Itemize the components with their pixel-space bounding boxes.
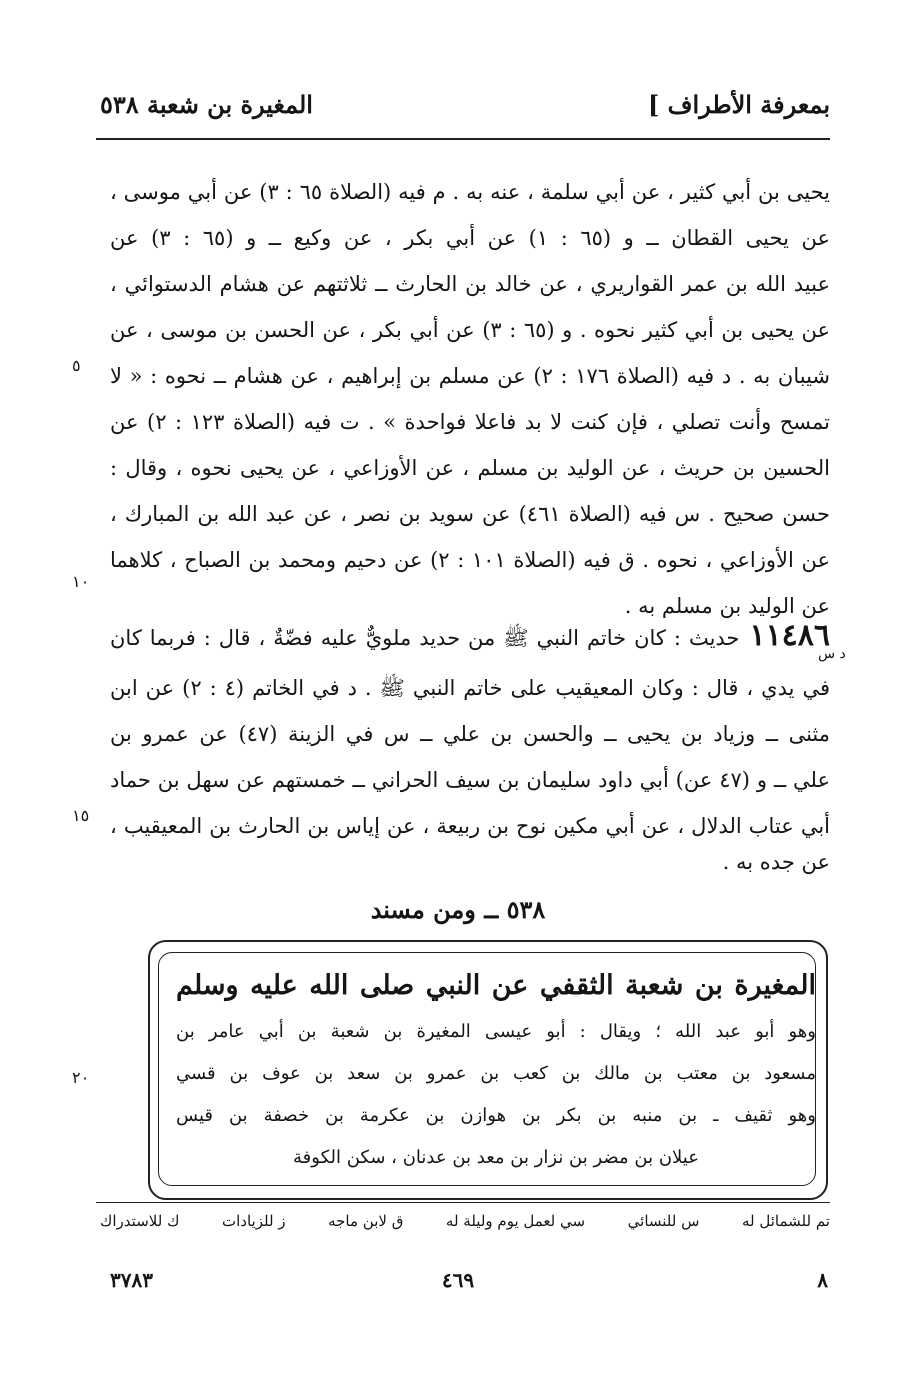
body-line: عن الوليد بن مسلم به . — [624, 594, 830, 618]
body-line: شيبان به . د فيه (الصلاة ١٧٦ : ٢) عن مسلم بن إبراهيم ، عن هشام ــ نحوه : « لا — [110, 364, 830, 388]
hadith-number: ١١٤٨٦ — [749, 618, 830, 653]
hadith-line: حديث : كان خاتم النبي ﷺ من حديد ملويٌّ عليه فضّةٌ ، قال : فربما كان — [110, 626, 740, 650]
margin-line-number: ٢٠ — [72, 1068, 90, 1087]
margin-source-tag: د س — [818, 646, 846, 662]
body-line: عن الأوزاعي ، نحوه . ق فيه (الصلاة ١٠١ : ٢) عن دحيم ومحمد بن الصباح ، كلاهما — [110, 548, 830, 572]
body-line: عن يحيى بن أبي كثير نحوه . و (٦٥ : ٣) عن أبي بكر ، عن الحسن بن موسى ، عن — [110, 318, 830, 342]
margin-line-number: ١٥ — [72, 806, 90, 825]
body-line: عن يحيى القطان ــ و (٦٥ : ١) عن أبي بكر ، عن وكيع ــ و (٦٥ : ٣) عن — [110, 226, 830, 250]
body-line: الحسين بن حريث ، عن الوليد بن مسلم ، عن الأوزاعي ، عن يحيى نحوه ، وقال : — [110, 456, 830, 480]
hadith-line: علي ــ و (٤٧ عن) أبي داود سليمان بن سيف الحراني ــ خمستهم عن سهل بن حماد — [110, 768, 830, 792]
box-line: عيلان بن مضر بن نزار بن معد بن عدنان ، سكن الكوفة — [293, 1147, 699, 1168]
body-line: عبيد الله بن عمر القواريري ، عن خالد بن الحارث ــ ثلاثتهم عن هشام الدستوائي ، — [110, 272, 830, 296]
box-line: مسعود بن معتب بن مالك بن كعب بن عمرو بن سعد بن عوف بن قسي — [176, 1063, 816, 1084]
body-line: تمسح وأنت تصلي ، فإن كنت لا بد فاعلا فواحدة » . ت فيه (الصلاة ١٢٣ : ٢) عن — [110, 410, 830, 434]
running-header-title: بمعرفة الأطراف ] — [647, 90, 830, 119]
box-line: وهو ثقيف ـ بن منبه بن بكر بن هوازن بن عكرمة بن خصفة بن قيس — [176, 1105, 816, 1126]
index-number: ٣٧٨٣ — [110, 1268, 153, 1292]
hadith-line: عن جده به . — [722, 850, 830, 874]
footnote-item: ز للزيادات — [222, 1212, 286, 1230]
footnote-legend — [100, 1212, 830, 1230]
footnote-item: تم للشمائل له — [741, 1212, 830, 1230]
footnote-item: ك للاستدراك — [100, 1212, 180, 1230]
box-line: وهو أبو عبد الله ؛ ويقال : أبو عيسى المغيرة بن شعبة بن أبي عامر بن — [176, 1021, 816, 1042]
hadith-line: في يدي ، قال : وكان المعيقيب على خاتم النبي ﷺ . د في الخاتم (٤ : ٢) عن ابن — [110, 676, 830, 700]
box-title: المغيرة بن شعبة الثقفي عن النبي صلى الله عليه وسلم — [176, 970, 816, 1001]
volume-number: ٨ — [817, 1268, 828, 1292]
hadith-first-line — [110, 612, 830, 660]
section-title: ٥٣٨ ــ ومن مسند — [370, 895, 546, 924]
body-line: حسن صحيح . س فيه (الصلاة ٤٦١) عن سويد بن نصر ، عن عبد الله بن المبارك ، — [110, 502, 830, 526]
margin-line-number: ١٠ — [72, 572, 90, 591]
header-rule — [96, 138, 830, 140]
footnote-rule — [96, 1202, 830, 1203]
footnote-item: ق لابن ماجه — [328, 1212, 404, 1230]
running-header-section: المغيرة بن شعبة ٥٣٨ — [100, 90, 313, 119]
footnote-item: سي لعمل يوم وليلة له — [445, 1212, 586, 1230]
hadith-line: مثنى ــ وزياد بن يحيى ــ والحسن بن علي ــ س في الزينة (٤٧) عن عمرو بن — [110, 722, 830, 746]
margin-line-number: ٥ — [72, 356, 81, 375]
page-number: ٤٦٩ — [441, 1268, 475, 1292]
body-line: يحيى بن أبي كثير ، عن أبي سلمة ، عنه به . م فيه (الصلاة ٦٥ : ٣) عن أبي موسى ، — [110, 180, 830, 204]
footnote-item: س للنسائي — [627, 1212, 700, 1230]
hadith-line: أبي عتاب الدلال ، عن أبي مكين نوح بن ربيعة ، عن إياس بن الحارث بن المعيقيب ، — [110, 814, 830, 838]
